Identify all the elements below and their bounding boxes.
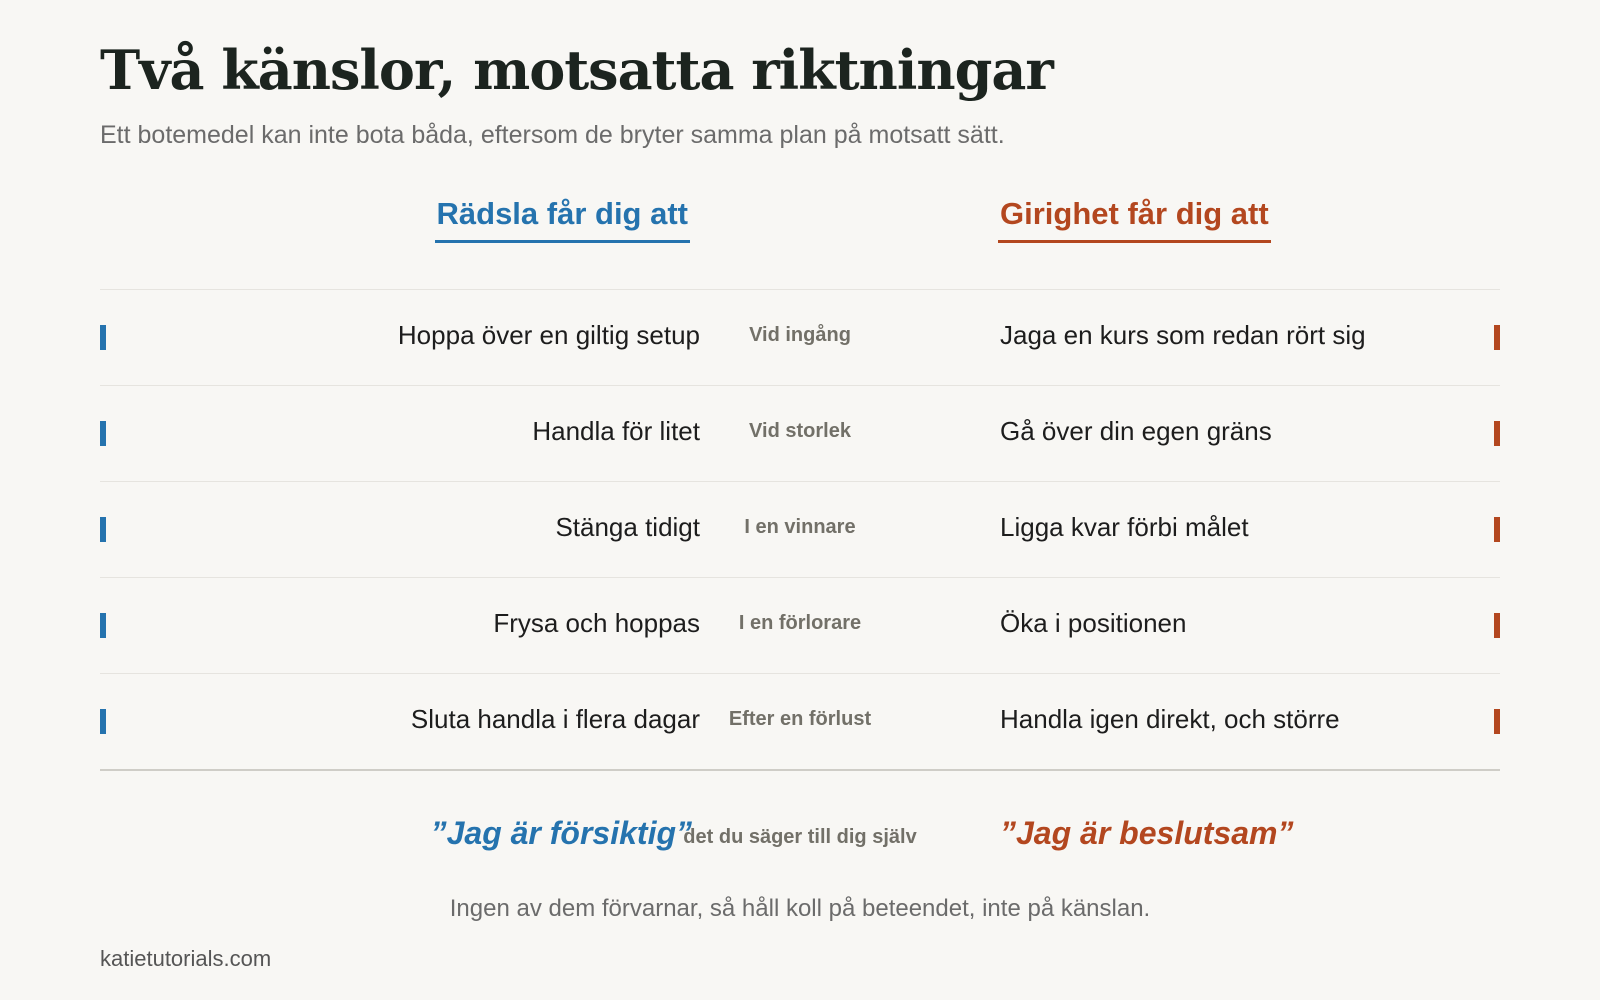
situation-label: I en förlorare <box>738 612 862 634</box>
fear-marker <box>100 709 106 734</box>
greed-behavior: Gå över din egen gräns <box>1000 416 1272 446</box>
fear-behavior: Frysa och hoppas <box>493 608 700 638</box>
greed-marker <box>1494 325 1500 350</box>
fear-behavior: Sluta handla i flera dagar <box>410 704 700 734</box>
greed-behavior: Handla igen direkt, och större <box>1000 704 1340 734</box>
fear-self-talk: ”Jag är försiktig” <box>430 815 692 851</box>
comparison-row <box>100 290 1500 386</box>
footer-note: Ingen av dem förvarnar, så håll koll på beteendet, inte på känslan. <box>449 895 1151 922</box>
page-title: Två känslor, motsatta riktningar <box>100 38 1053 102</box>
fear-marker <box>100 613 106 638</box>
page <box>100 0 1500 1000</box>
greed-marker <box>1494 613 1500 638</box>
fear-behavior: Hoppa över en giltig setup <box>397 320 700 350</box>
greed-behavior: Ligga kvar förbi målet <box>1000 512 1249 542</box>
fear-marker <box>100 325 106 350</box>
greed-marker <box>1494 517 1500 542</box>
comparison-row <box>100 386 1500 482</box>
fear-marker <box>100 421 106 446</box>
greed-self-talk: ”Jag är beslutsam” <box>1000 815 1294 851</box>
situation-label: Efter en förlust <box>728 708 872 730</box>
self-talk-label: det du säger till dig själv <box>683 826 917 848</box>
greed-marker <box>1494 421 1500 446</box>
greed-column-header: Girighet får dig att <box>998 196 1271 243</box>
comparison-rows <box>100 289 1500 771</box>
situation-label: I en vinnare <box>744 516 856 538</box>
fear-column-header: Rädsla får dig att <box>435 196 691 243</box>
fear-marker <box>100 517 106 542</box>
fear-behavior: Handla för litet <box>532 416 700 446</box>
comparison-row <box>100 578 1500 674</box>
fear-behavior: Stänga tidigt <box>555 512 700 542</box>
page-subtitle: Ett botemedel kan inte bota båda, eftersom de bryter samma plan på motsatt sätt. <box>100 121 1005 149</box>
comparison-row <box>100 674 1500 771</box>
greed-behavior: Jaga en kurs som redan rört sig <box>1000 320 1366 350</box>
comparison-row <box>100 482 1500 578</box>
situation-label: Vid ingång <box>749 324 851 346</box>
greed-marker <box>1494 709 1500 734</box>
site-credit: katietutorials.com <box>100 946 272 971</box>
greed-behavior: Öka i positionen <box>1000 608 1187 638</box>
situation-label: Vid storlek <box>749 420 851 442</box>
